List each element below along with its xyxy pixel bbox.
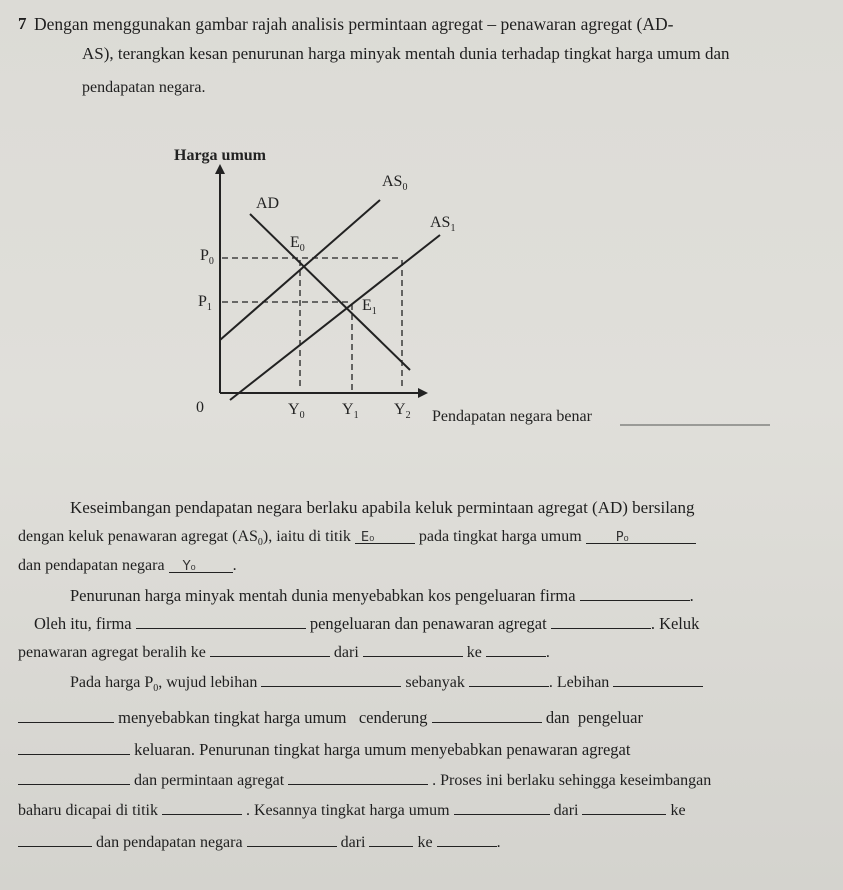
y0-label: Y	[288, 401, 300, 418]
fill-income-field[interactable]	[169, 556, 233, 573]
y2-label: Y	[394, 401, 406, 418]
as0-label: AS	[382, 173, 403, 190]
answer-line-8-a: menyebabkan tingkat harga umum cenderung	[118, 708, 428, 727]
blank-shift-to[interactable]	[486, 640, 546, 657]
fill-price-value: P₀	[615, 530, 629, 545]
fill-price-field[interactable]	[586, 527, 696, 544]
answer-line-9-a: keluaran. Penurunan tingkat harga umum menyebabkan penawaran agregat	[134, 740, 631, 759]
blank-price-tendency[interactable]	[432, 706, 542, 723]
blank-price-from[interactable]	[582, 798, 666, 815]
answer-line-4	[70, 584, 694, 606]
fill-point-field[interactable]	[355, 527, 415, 544]
blank-as-change[interactable]	[551, 612, 651, 629]
ad-label: AD	[256, 195, 280, 212]
answer-line-3	[18, 556, 237, 576]
answer-line-5-a: Oleh itu, firma	[34, 614, 132, 633]
question-number: 7	[18, 14, 27, 33]
as1-curve	[230, 235, 440, 400]
answer-line-7-a: Pada harga P	[70, 674, 154, 691]
answer-line-10	[18, 768, 711, 791]
y-axis-arrow	[215, 164, 225, 174]
answer-line-2	[18, 527, 696, 553]
answer-line-3-b: .	[232, 557, 237, 574]
blank-ad-response[interactable]	[288, 768, 428, 785]
fill-point-value: E₀	[360, 530, 375, 545]
p0-sub: 0	[208, 256, 214, 267]
y1-label: Y	[342, 401, 354, 418]
answer-line-12-d: .	[496, 834, 501, 851]
y-axis-label: Harga umum	[174, 147, 266, 164]
answer-line-12-b: dari	[340, 834, 366, 851]
answer-line-7	[70, 670, 703, 699]
svg-text:Y2	[394, 401, 411, 421]
answer-line-5	[34, 612, 699, 634]
answer-line-11-c: dari	[553, 802, 579, 819]
blank-price-to[interactable]	[18, 830, 92, 847]
fill-income-value: Y₀	[182, 559, 196, 574]
answer-line-4-b: .	[689, 586, 694, 605]
blank-income-to[interactable]	[437, 830, 497, 847]
y2-sub: 2	[405, 410, 411, 421]
y0-sub: 0	[299, 410, 305, 421]
e1-sub: 1	[371, 306, 377, 317]
answer-line-11-a: baharu dicapai di titik	[18, 802, 158, 819]
blank-producer-action[interactable]	[18, 738, 130, 755]
answer-line-7-d: . Lebihan	[548, 674, 610, 691]
answer-line-11-d: ke	[670, 802, 686, 819]
answer-line-10-a: dan permintaan agregat	[134, 772, 285, 789]
e0-sub: 0	[299, 243, 305, 254]
blank-income-change[interactable]	[247, 830, 337, 847]
answer-line-2-b: ), iaitu di titik	[262, 528, 351, 545]
blank-price-change[interactable]	[454, 798, 550, 815]
svg-text:Y1	[342, 401, 359, 421]
answer-line-12-c: ke	[417, 834, 433, 851]
svg-text:P1	[198, 293, 212, 313]
blank-shift-direction[interactable]	[210, 640, 330, 657]
answer-line-7-c: sebanyak	[405, 674, 465, 691]
p0-label: P	[200, 247, 209, 264]
answer-line-11-b: . Kesannya tingkat harga umum	[245, 802, 450, 819]
x-axis-label: Pendapatan negara benar	[432, 408, 592, 425]
blank-surplus-cause[interactable]	[18, 706, 114, 723]
blank-surplus-amount[interactable]	[469, 670, 549, 687]
answer-line-10-b: . Proses ini berlaku sehingga keseimbangan	[432, 772, 712, 789]
blank-surplus-type[interactable]	[261, 670, 401, 687]
e0-label: E	[290, 234, 300, 251]
blank-shift-from[interactable]	[363, 640, 463, 657]
answer-line-2-a: dengan keluk penawaran agregat (AS	[18, 528, 258, 545]
p1-sub: 1	[206, 302, 212, 313]
svg-text:E0	[290, 234, 305, 254]
svg-text:Y0	[288, 401, 305, 421]
answer-line-6-c: ke	[466, 644, 482, 661]
answer-line-2-c: pada tingkat harga umum	[418, 528, 582, 545]
answer-line-11	[18, 798, 686, 821]
p1-label: P	[198, 293, 207, 310]
blank-cost[interactable]	[580, 584, 690, 601]
svg-text:AS1	[430, 214, 455, 234]
answer-line-4-a: Penurunan harga minyak mentah dunia menyebabkan kos pengeluaran firma	[70, 586, 576, 605]
answer-line-12	[18, 830, 501, 853]
origin-label: 0	[196, 399, 204, 416]
answer-line-2-sub: 0	[257, 537, 263, 549]
answer-line-6-b: dari	[333, 644, 359, 661]
question-line-1: Dengan menggunakan gambar rajah analisis permintaan agregat – penawaran agregat (AD-	[34, 14, 674, 34]
answer-line-6	[18, 640, 550, 663]
blank-surplus-type-2[interactable]	[613, 670, 703, 687]
answer-line-12-a: dan pendapatan negara	[96, 834, 243, 851]
answer-line-1: Keseimbangan pendapatan negara berlaku apabila keluk permintaan agregat (AD) bersilang	[70, 498, 695, 517]
answer-line-6-d: .	[545, 644, 550, 661]
svg-text:AS0	[382, 173, 407, 193]
answer-line-7-sub: 0	[153, 683, 159, 695]
as1-label: AS	[430, 214, 451, 231]
y1-sub: 1	[353, 410, 359, 421]
answer-line-8-b: dan pengeluar	[545, 708, 643, 727]
svg-text:E1	[362, 297, 377, 317]
answer-line-5-b: pengeluaran dan penawaran agregat	[309, 614, 547, 633]
answer-line-7-b: , wujud lebihan	[158, 674, 258, 691]
answer-line-8	[18, 706, 643, 728]
question-line-2: AS), terangkan kesan penurunan harga minyak mentah dunia terhadap tingkat harga umum dan	[82, 44, 730, 63]
svg-text:P0	[200, 247, 214, 267]
question-line-3: pendapatan negara.	[82, 79, 206, 96]
answer-line-6-a: penawaran agregat beralih ke	[18, 644, 206, 661]
as0-sub: 0	[402, 182, 408, 193]
answer-line-9	[18, 738, 630, 760]
blank-income-from[interactable]	[369, 830, 413, 847]
blank-firm-action[interactable]	[136, 612, 306, 629]
blank-new-equilibrium[interactable]	[162, 798, 242, 815]
as1-sub: 1	[450, 223, 456, 234]
answer-line-5-c: . Keluk	[650, 614, 700, 633]
e1-label: E	[362, 297, 372, 314]
x-axis-arrow	[418, 388, 428, 398]
blank-as-response[interactable]	[18, 768, 130, 785]
answer-line-3-a: dan pendapatan negara	[18, 557, 165, 574]
